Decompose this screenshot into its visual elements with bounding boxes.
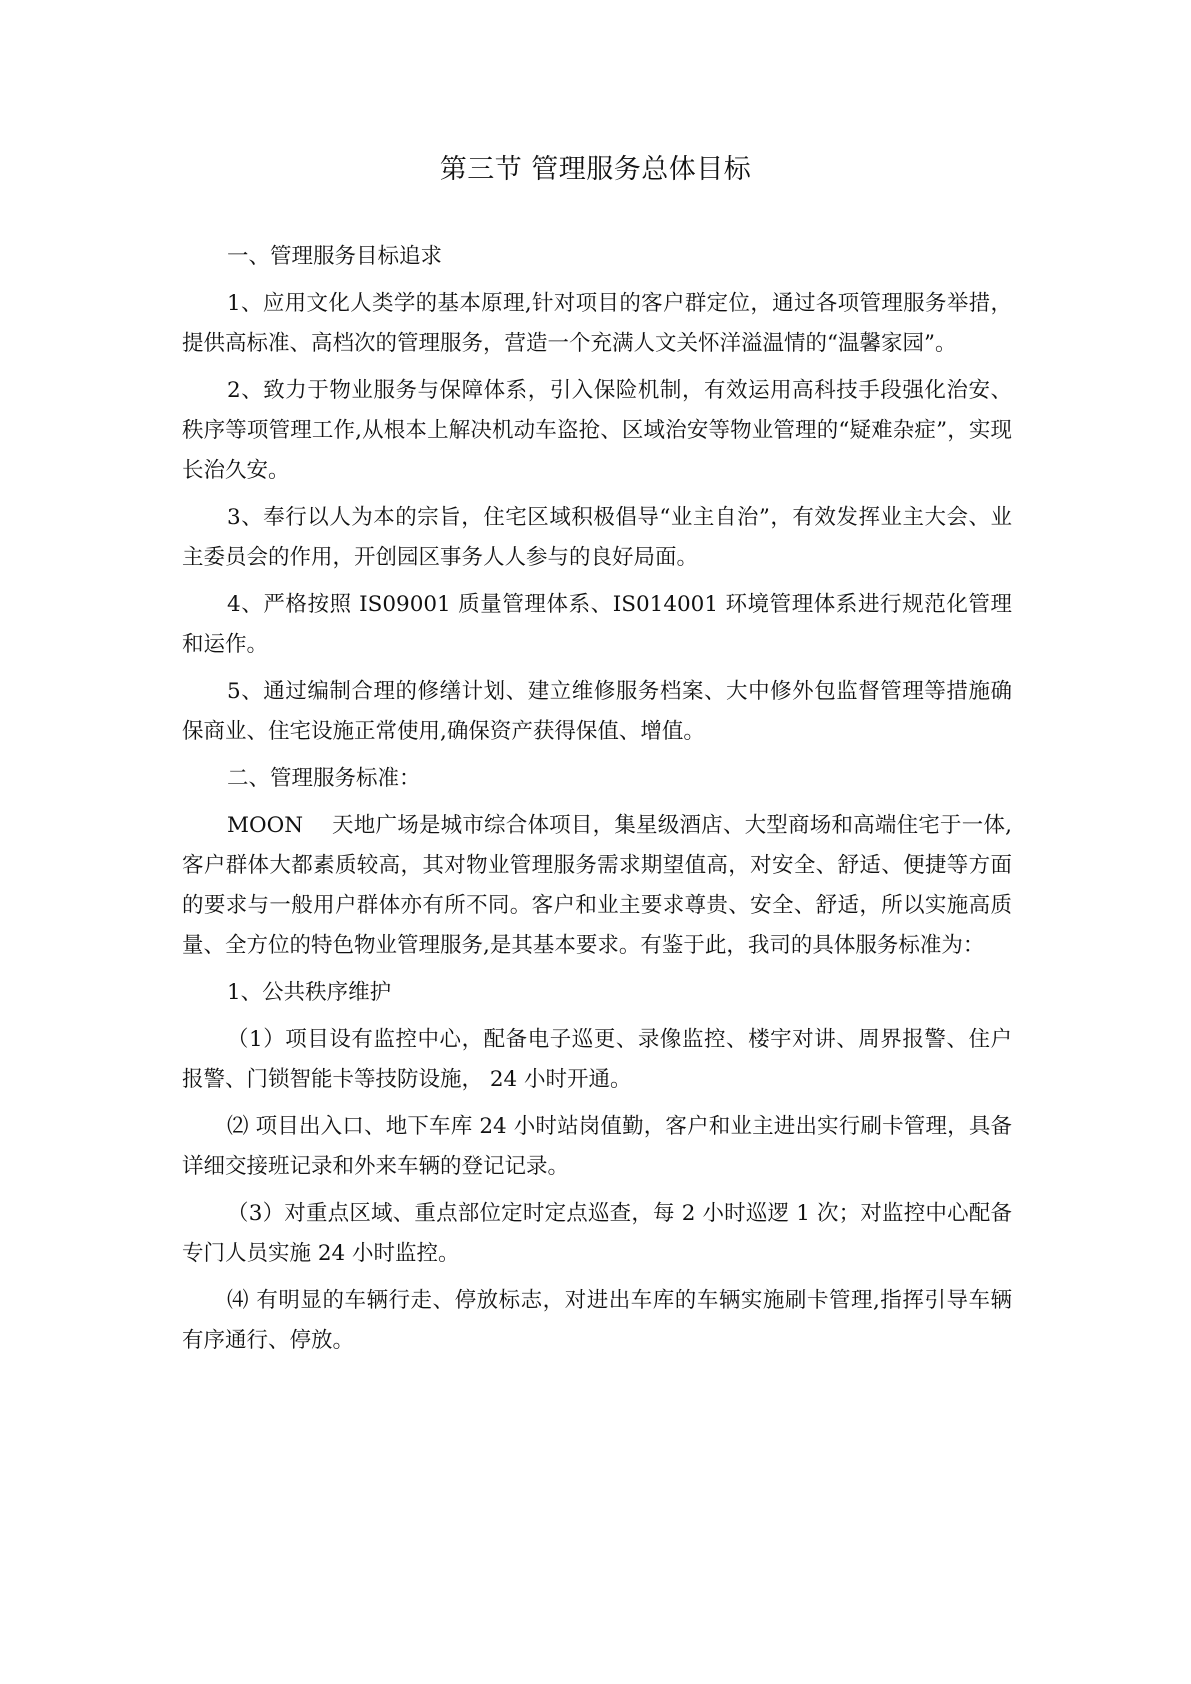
section-heading-standards: 二、管理服务标准： — [227, 766, 421, 791]
paragraph: （1）项目设有监控中心，配备电子巡更、录像监控、楼宇对讲、周界报警、住户报警、门锁智能卡等技防设施， 24 小时开通。 — [182, 1027, 1012, 1092]
paragraph: （3）对重点区域、重点部位定时定点巡查，每 2 小时巡逻 1 次；对监控中心配备专门人员实施 24 小时监控。 — [182, 1201, 1012, 1266]
paragraph: 5、通过编制合理的修缮计划、建立维修服务档案、大中修外包监督管理等措施确保商业、住宅设施正常使用,确保资产获得保值、增值。 — [182, 679, 1012, 744]
paragraph: ⑷ 有明显的车辆行走、停放标志，对进出车库的车辆实施刷卡管理,指挥引导车辆有序通行、停放。 — [182, 1288, 1012, 1353]
paragraph: 3、奉行以人为本的宗旨，住宅区域积极倡导“业主自治”，有效发挥业主大会、业主委员会的作用，开创园区事务人人参与的良好局面。 — [182, 505, 1012, 570]
paragraph: 2、致力于物业服务与保障体系，引入保险机制，有效运用高科技手段强化治安、秩序等项管理工作,从根本上解决机动车盗抢、区域治安等物业管理的“疑难杂症”，实现长治久安。 — [182, 378, 1012, 483]
section-heading-goals: 一、管理服务目标追求 — [227, 244, 443, 269]
page-title: 第三节 管理服务总体目标 — [439, 154, 752, 185]
subsection-heading-public-order: 1、公共秩序维护 — [227, 980, 392, 1005]
paragraph: ⑵ 项目出入口、地下车库 24 小时站岗值勤，客户和业主进出实行刷卡管理，具备详细交接班记录和外来车辆的登记记录。 — [182, 1114, 1012, 1179]
paragraph: 4、严格按照 IS09001 质量管理体系、IS014001 环境管理体系进行规范化管理和运作。 — [182, 592, 1012, 657]
document-body — [182, 237, 1012, 1368]
paragraph: 1、应用文化人类学的基本原理,针对项目的客户群定位，通过各项管理服务举措，提供高标准、高档次的管理服务，营造一个充满人文关怀洋溢温情的“温馨家园”。 — [182, 291, 1012, 356]
paragraph: MOON 天地广场是城市综合体项目，集星级酒店、大型商场和高端住宅于一体,客户群体大都素质较高，其对物业管理服务需求期望值高，对安全、舒适、便捷等方面的要求与一般用户群体亦有所不同。客户和业主要求尊贵、安全、舒适，所以实施高质量、全方位的特色物业管理服务,是其基本要求。有鉴于此，我司的具体服务标准为： — [182, 813, 1012, 958]
